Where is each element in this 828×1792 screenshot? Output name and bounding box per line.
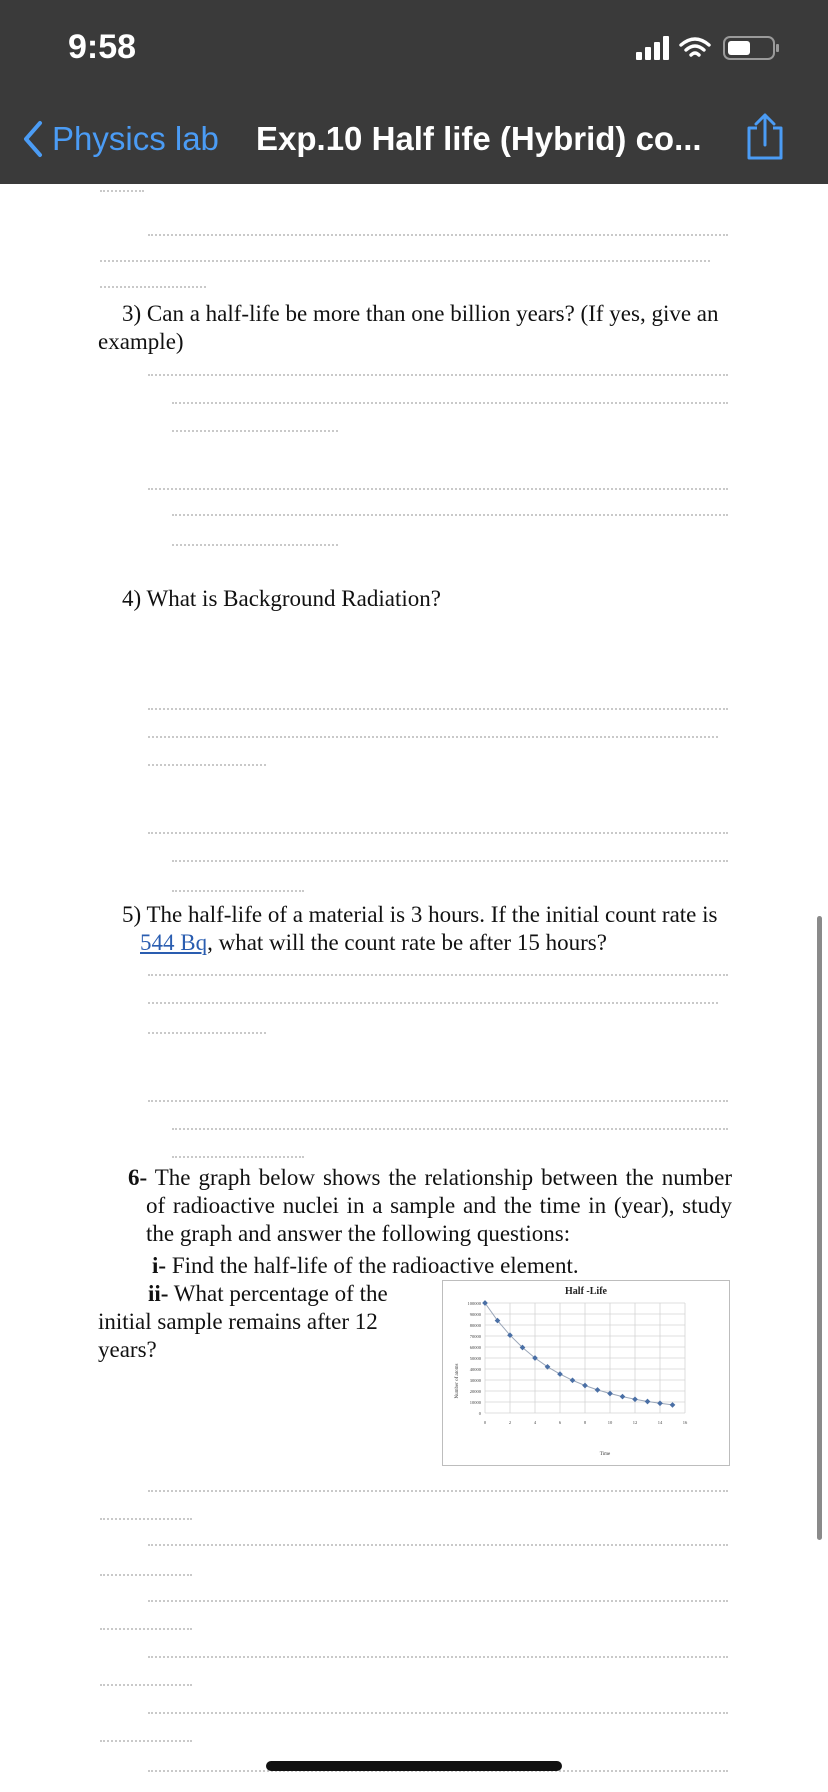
question-6-text: The graph below shows the relationship between the number of radioactive nuclei in a sample and the time in (year), study the graph and answer the following questions: <box>146 1165 732 1246</box>
chart-data-point <box>582 1383 588 1389</box>
chart-data-point <box>632 1396 638 1402</box>
answer-line <box>100 1628 192 1630</box>
count-rate-link[interactable]: 544 Bq <box>140 930 208 955</box>
chart-grid <box>485 1303 685 1413</box>
answer-line <box>148 1100 728 1102</box>
answer-line <box>100 1518 192 1520</box>
back-button[interactable] <box>22 114 219 164</box>
answer-line <box>100 1740 192 1742</box>
answer-line <box>148 708 728 710</box>
chart-x-tick-label: 4 <box>533 1420 537 1425</box>
status-bar <box>0 0 828 96</box>
answer-line <box>148 374 728 376</box>
answer-line <box>148 1002 718 1004</box>
question-6-number: 6- <box>128 1165 148 1190</box>
chart-y-tick-label: 20000 <box>469 1389 481 1394</box>
chart-y-tick-label: 40000 <box>469 1367 481 1372</box>
question-6 <box>128 1164 732 1248</box>
half-life-chart <box>442 1280 730 1466</box>
question-6-ii-text: What percentage of the initial sample remains after 12 years? <box>98 1281 388 1362</box>
chart-x-tick-label: 0 <box>483 1420 487 1425</box>
answer-line <box>100 260 710 262</box>
answer-line <box>148 764 266 766</box>
nav-bar <box>0 96 828 184</box>
chart-y-axis-label: Number of atoms <box>455 1363 460 1399</box>
answer-line <box>172 430 338 432</box>
back-button-label: Physics lab <box>52 120 219 157</box>
chart-y-tick-label: 10000 <box>469 1400 481 1405</box>
chevron-left-icon <box>22 120 44 158</box>
chart-title: Half -Life <box>565 1286 607 1297</box>
answer-line <box>172 1128 728 1130</box>
chart-y-tick-label: 90000 <box>469 1312 481 1317</box>
half-life-chart-svg <box>443 1281 729 1465</box>
answer-line <box>148 1600 728 1602</box>
answer-line <box>172 402 728 404</box>
home-indicator[interactable] <box>266 1761 562 1771</box>
question-5 <box>122 901 732 957</box>
answer-line <box>148 1712 728 1714</box>
document-title: Exp.10 Half life (Hybrid) co... <box>256 120 702 157</box>
answer-line <box>148 1544 728 1546</box>
question-4: 4) What is Background Radiation? <box>122 586 441 611</box>
answer-line <box>148 736 718 738</box>
chart-x-tick-label: 8 <box>583 1420 587 1425</box>
chart-y-tick-label: 70000 <box>469 1334 481 1339</box>
answer-line <box>100 286 206 288</box>
answer-line <box>172 1156 304 1158</box>
chart-data-point <box>607 1391 613 1397</box>
question-5-text: 5) The half-life of a material is 3 hours. If the initial count rate is <box>122 902 718 927</box>
answer-line <box>100 190 144 192</box>
question-6-ii-number: ii- <box>148 1281 169 1306</box>
wifi-icon <box>681 39 709 55</box>
chart-data-point <box>670 1402 676 1408</box>
answer-line <box>148 488 728 490</box>
share-icon[interactable] <box>744 112 786 162</box>
answer-line <box>148 1656 728 1658</box>
chart-x-tick-label: 14 <box>657 1420 663 1425</box>
question-6-ii <box>98 1280 418 1364</box>
answer-line <box>100 1684 192 1686</box>
chart-y-tick-label: 100000 <box>467 1301 481 1306</box>
chart-y-tick-label: 80000 <box>469 1323 481 1328</box>
answer-line <box>172 890 304 892</box>
chart-x-tick-label: 6 <box>558 1420 562 1425</box>
chart-data-points <box>482 1300 675 1408</box>
chart-data-point <box>620 1394 626 1400</box>
chart-x-tick-label: 12 <box>632 1420 638 1425</box>
chart-x-tick-label: 16 <box>682 1420 688 1425</box>
chart-x-tick-label: 10 <box>607 1420 613 1425</box>
status-icons <box>636 34 788 62</box>
status-time: 9:58 <box>68 28 137 66</box>
answer-line <box>148 1032 266 1034</box>
answer-line <box>148 832 728 834</box>
answer-line <box>100 1574 192 1576</box>
chart-data-point <box>570 1377 576 1383</box>
scrollbar[interactable] <box>817 916 822 1540</box>
answer-line <box>172 860 728 862</box>
battery-icon <box>724 37 779 59</box>
answer-line <box>172 514 728 516</box>
chart-data-point <box>595 1387 601 1393</box>
answer-line <box>148 1490 728 1492</box>
question-3: 3) Can a half-life be more than one billion years? (If yes, give an example) <box>98 301 719 354</box>
question-5-text-end: , what will the count rate be after 15 hours? <box>207 930 607 955</box>
answer-line <box>148 974 728 976</box>
chart-y-tick-label: 60000 <box>469 1345 481 1350</box>
chart-x-axis-label: Time <box>599 1452 611 1457</box>
chart-y-tick-label: 30000 <box>469 1378 481 1383</box>
question-6-i-text: Find the half-life of the radioactive element. <box>166 1253 579 1278</box>
chart-trend-line <box>485 1303 673 1405</box>
chart-data-point <box>645 1399 651 1405</box>
chart-y-tick-label: 0 <box>478 1411 481 1416</box>
signal-icon <box>636 36 669 60</box>
chart-y-ticks <box>468 1301 482 1416</box>
chart-y-tick-label: 50000 <box>469 1356 481 1361</box>
chart-x-tick-label: 2 <box>508 1420 512 1425</box>
chart-x-ticks <box>484 1420 688 1425</box>
document-page[interactable] <box>0 184 828 1792</box>
question-6-i <box>152 1252 712 1280</box>
chart-data-point <box>657 1400 663 1406</box>
chart-data-point <box>557 1371 563 1377</box>
question-6-i-number: i- <box>152 1253 167 1278</box>
answer-line <box>172 544 338 546</box>
answer-line <box>148 234 728 236</box>
